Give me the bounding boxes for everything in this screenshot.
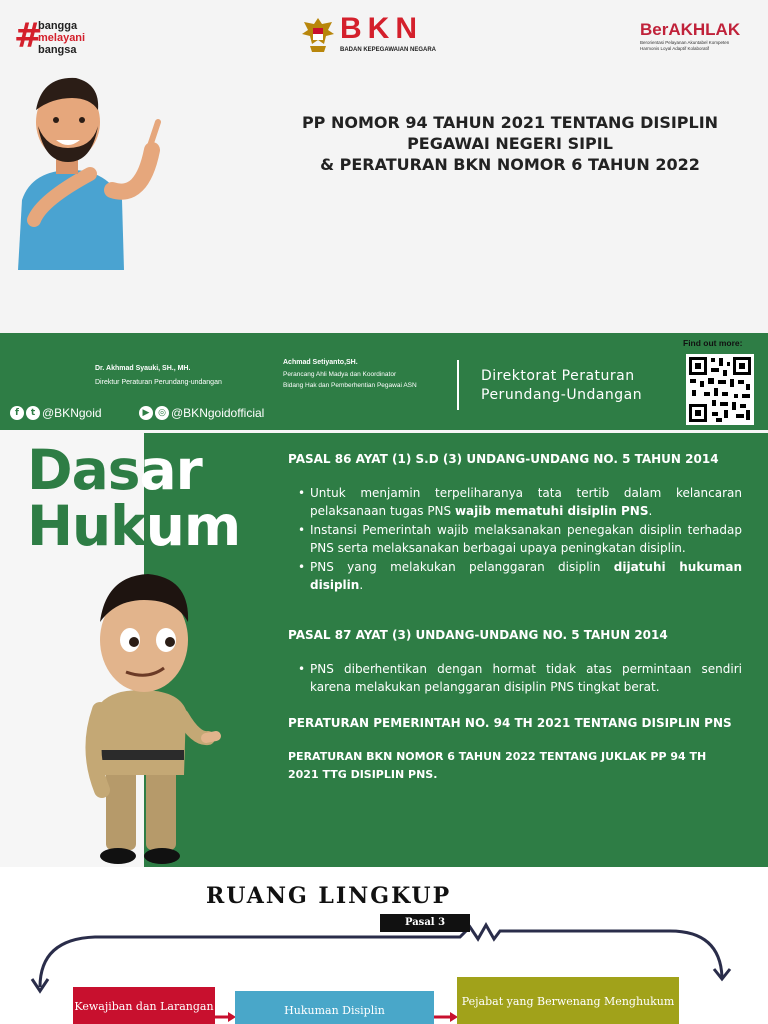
pasal-86-bullets [298, 484, 742, 595]
bullet-bold-text: dijatuhi hukuman disiplin [310, 560, 742, 592]
bullet-bold-text: wajib mematuhi disiplin PNS [454, 504, 649, 518]
title-line-3: & PERATURAN BKN NOMOR 6 TAHUN 2022 [320, 155, 700, 174]
bullet-text: Untuk menjamin terpeliharanya tata tertib dalam kelancaran pelaksanaan tugas PNS [310, 486, 742, 518]
list-item [298, 558, 742, 594]
bkn-logo [298, 12, 438, 58]
bullet-text: PNS diberhentikan dengan hormat tidak atas permintaan sendiri karena melakukan pelanggaran disiplin PNS tingkat berat. [310, 662, 742, 694]
pp-94-heading: PERATURAN PEMERINTAH NO. 94 TH 2021 TENTANG DISIPLIN PNS [288, 716, 732, 730]
title-line-2: PEGAWAI NEGERI SIPIL [407, 134, 613, 153]
author-2-name: Achmad Setiyanto,SH. [283, 359, 358, 366]
ruang-lingkup-section [0, 867, 768, 1024]
berakhlak-logo [640, 20, 760, 60]
logo-word-bangga: bangga [38, 20, 78, 32]
bkn-wordmark: BKN [340, 12, 423, 45]
youtube-icon[interactable]: ▶ [139, 406, 153, 420]
dasar-heading [27, 438, 202, 502]
bangga-melayani-bangsa-logo [14, 18, 104, 60]
hukum-heading [27, 494, 241, 558]
perbkn-6-heading-line-1: PERATURAN BKN NOMOR 6 TAHUN 2022 TENTANG JUKLAK PP 94 TH [288, 750, 707, 763]
kewajiban-larangan-box [73, 987, 215, 1024]
logo-word-bangsa: bangsa [38, 44, 77, 56]
social-right [139, 406, 264, 420]
list-item [298, 484, 742, 520]
pasal-87-heading: PASAL 87 AYAT (3) UNDANG-UNDANG NO. 5 TAHUN 2014 [288, 628, 668, 642]
list-item [298, 660, 742, 696]
author-1-role: Direktur Peraturan Perundang-undangan [95, 379, 222, 386]
ruang-lingkup-title: RUANG LINGKUP [206, 883, 452, 909]
pasal-3-tag: Pasal 3 [380, 914, 470, 932]
twitter-icon[interactable]: t [26, 406, 40, 420]
title-line-1: PP NOMOR 94 TAHUN 2021 TENTANG DISIPLIN [301, 113, 719, 132]
dasar-heading-part-2: ar [139, 438, 202, 502]
bullet-end: . [359, 578, 364, 592]
qr-code-icon[interactable] [686, 354, 754, 425]
directorate-line-1: Direktorat Peraturan [481, 368, 635, 384]
bkn-subtitle: BADAN KEPEGAWAIAN NEGARA [340, 47, 437, 53]
berakhlak-tagline-2: Harmonis Loyal Adaptif Kolaboratif [640, 46, 710, 51]
document-title [250, 112, 768, 175]
facebook-icon[interactable]: f [10, 406, 24, 420]
divider-line [457, 360, 459, 410]
social-handle-bkngoid[interactable]: @BKNgoid [42, 406, 102, 420]
hukum-heading-part-1: Huk [27, 494, 146, 558]
author-2-role-line-2: Bidang Hak dan Pemberhentian Pegawai ASN [283, 382, 417, 389]
bullet-text: Instansi Pemerintah wajib melaksanakan penegakan disiplin terhadap PNS serta melaksanakan berbagai upaya peningkatan disiplin. [310, 523, 742, 555]
dasar-hukum-section [0, 430, 768, 867]
bullet-end: . [648, 504, 653, 518]
logo-word-melayani: melayani [38, 32, 86, 44]
pasal-87-bullets [298, 660, 742, 697]
garuda-emblem-icon [298, 14, 338, 56]
perbkn-6-heading-line-2: 2021 TTG DISIPLIN PNS. [288, 768, 438, 781]
box-label: Pejabat yang Berwenang Menghukum [461, 995, 675, 1008]
authors-banner [0, 333, 768, 430]
author-2-role-line-1: Perancang Ahli Madya dan Koordinator [283, 371, 397, 378]
directorate-line-2: Perundang-Undangan [481, 387, 643, 403]
pasal-86-heading: PASAL 86 AYAT (1) S.D (3) UNDANG-UNDANG NO. 5 TAHUN 2014 [288, 452, 719, 466]
bullet-text: PNS yang melakukan pelanggaran disiplin [310, 560, 614, 574]
instagram-icon[interactable]: ◎ [155, 406, 169, 420]
header-section [0, 0, 768, 333]
hukuman-disiplin-box [235, 991, 434, 1024]
pointing-man-illustration [12, 70, 172, 270]
dasar-heading-part-1: Das [27, 438, 140, 502]
hash-mark: # [14, 16, 43, 56]
official-man-illustration [66, 560, 226, 866]
box-label: Kewajiban dan Larangan [74, 1000, 214, 1013]
berakhlak-wordmark: BerAKHLAK [640, 20, 741, 39]
box-label: Hukuman Disiplin [284, 1004, 385, 1017]
social-left [10, 406, 102, 420]
find-out-more-label: Find out more: [683, 338, 743, 348]
hukum-heading-part-2: um [145, 494, 241, 558]
author-1-name: Dr. Akhmad Syauki, SH., MH. [95, 365, 191, 372]
berakhlak-tagline-1: Berorientasi Pelayanan Akuntabel Kompeten [640, 40, 730, 45]
pejabat-berwenang-box [457, 977, 679, 1024]
social-handle-bkngoidofficial[interactable]: @BKNgoidofficial [171, 406, 265, 420]
list-item [298, 521, 742, 557]
